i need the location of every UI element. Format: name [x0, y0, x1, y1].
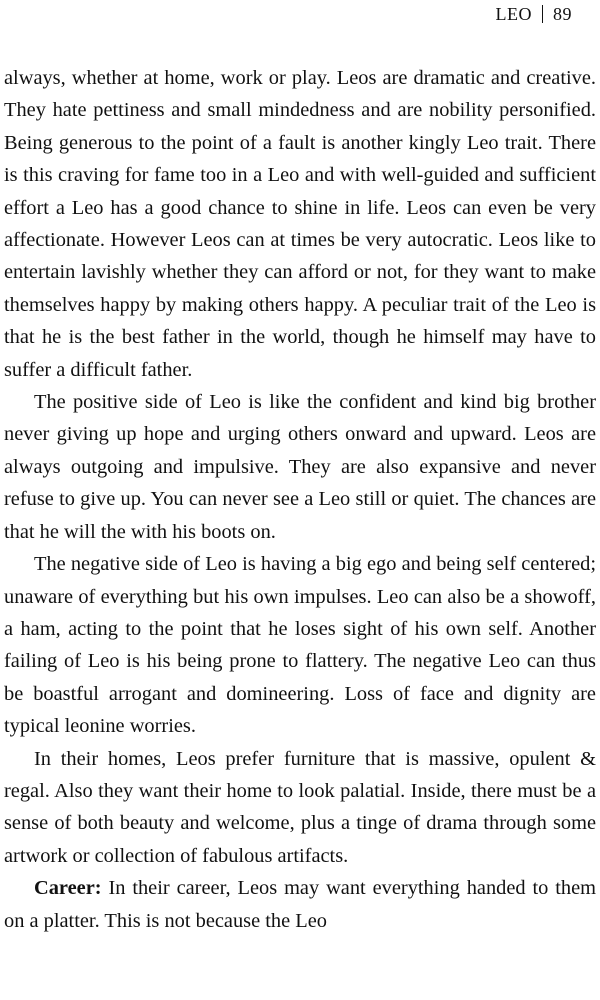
career-heading: Career:: [34, 877, 102, 900]
paragraph-career: [4, 872, 596, 937]
paragraph-negative-side: The negative side of Leo is having a big ego and being self centered; unaware of everything but his own impulses. Leo can also be a showoff, a ham, acting to the point that he loses sight of his own self. Another failing of Leo is his being prone to flattery. The negative Leo can thus be boastful arrogant and domineering. Loss of face and dignity are typical leonine worries.: [4, 553, 596, 738]
page-body: [4, 62, 596, 937]
paragraph-positive-side: The positive side of Leo is like the confident and kind big brother never giving up hope and urging others onward and upward. Leos are always outgoing and impulsive. They are also expansive and never refuse to give up. You can never see a Leo still or quiet. The chances are that he will the with his boots on.: [4, 391, 596, 543]
paragraph-continuation: always, whether at home, work or play. Leos are dramatic and creative. They hate pettiness and small mindedness and are nobility personified. Being generous to the point of a fault is another kingly Leo trait. There is this craving for fame too in a Leo and with well-guided and sufficient effort a Leo has a good chance to shine in life. Leos can even be very affectionate. However Leos can at times be very autocratic. Leos like to entertain lavishly whether they can afford or not, for they want to make themselves happy by making others happy. A peculiar trait of the Leo is that he is the best father in the world, though he himself may have to suffer a difficult father.: [4, 67, 596, 381]
paragraph-homes: In their homes, Leos prefer furniture that is massive, opulent & regal. Also they want their home to look palatial. Inside, there must be a sense of both beauty and welcome, plus a tinge of drama through some artwork or collection of fabulous artifacts.: [4, 747, 596, 867]
header-divider: [542, 5, 543, 23]
chapter-title: LEO: [495, 3, 532, 24]
running-header: [496, 0, 573, 28]
page-number: 89: [553, 3, 572, 24]
career-text: In their career, Leos may want everything handed to them on a platter. This is not because the Leo: [4, 877, 596, 932]
